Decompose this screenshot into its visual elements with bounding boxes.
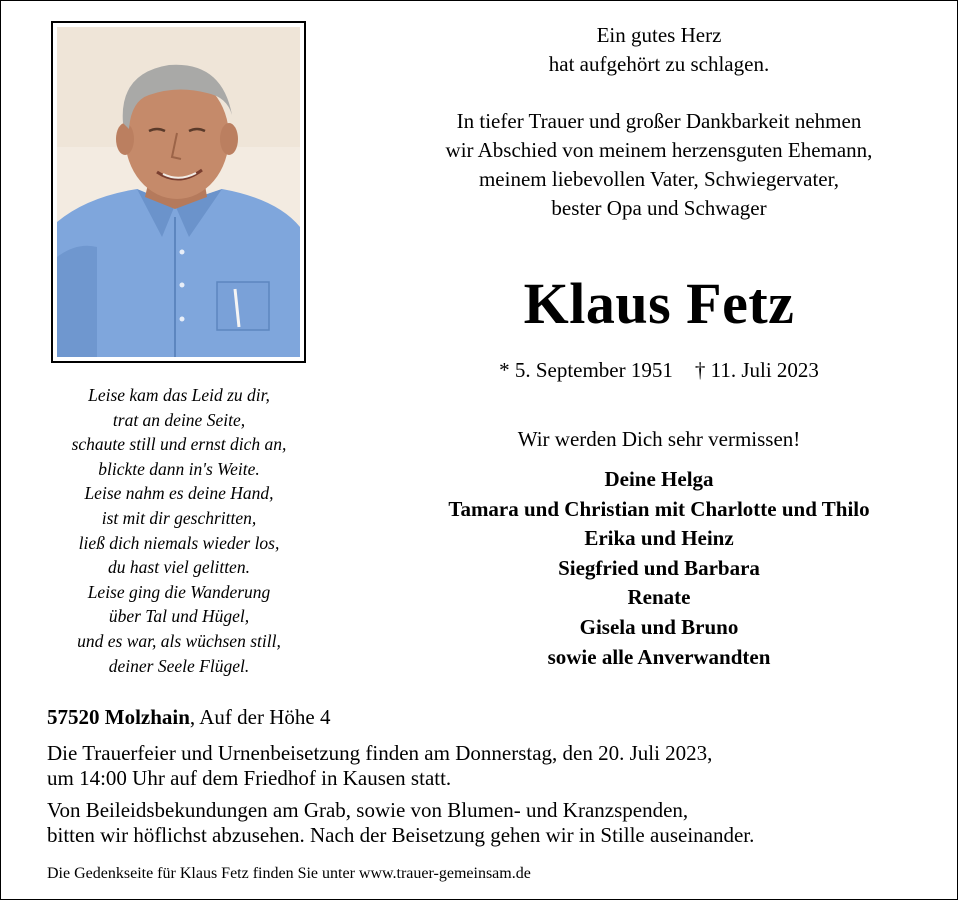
- address-street: , Auf der Höhe 4: [189, 705, 331, 729]
- address-postal-city: 57520 Molzhain: [47, 705, 190, 729]
- mourning-line: meinem liebevollen Vater, Schwiegervater,: [478, 167, 840, 191]
- poem-line: trat an deine Seite,: [112, 409, 246, 430]
- poem-line: ließ dich niemals wieder los,: [78, 532, 280, 553]
- ceremony-line: um 14:00 Uhr auf dem Friedhof in Kausen statt.: [47, 766, 452, 790]
- death-date: † 11. Juli 2023: [694, 358, 819, 382]
- ceremony-info: [47, 741, 937, 791]
- poem-line: blickte dann in's Weite.: [98, 458, 260, 479]
- family-member: Siegfried und Barbara: [558, 555, 760, 580]
- poem-line: über Tal und Hügel,: [108, 606, 250, 627]
- condolence-line: bitten wir höflichst abzusehen. Nach der Beisetzung gehen wir in Stille auseinander.: [47, 823, 755, 847]
- poem-line: und es war, als wüchsen still,: [77, 630, 281, 651]
- condolence-info: [47, 798, 937, 848]
- memorial-page-note: Die Gedenkseite für Klaus Fetz finden Sie unter www.trauer-gemeinsam.de: [47, 865, 531, 882]
- family-member: Gisela und Bruno: [579, 614, 739, 639]
- family-member: Erika und Heinz: [584, 526, 734, 551]
- poem-line: deiner Seele Flügel.: [108, 655, 250, 676]
- poem-line: Leise nahm es deine Hand,: [84, 483, 274, 504]
- mourning-line: In tiefer Trauer und großer Dankbarkeit nehmen: [456, 109, 862, 133]
- poem-line: du hast viel gelitten.: [108, 557, 250, 578]
- deceased-name: Klaus Fetz: [523, 271, 795, 336]
- poem: [21, 383, 337, 678]
- poem-line: Leise ging die Wanderung: [87, 581, 271, 602]
- portrait-photo-frame: [51, 21, 306, 363]
- ceremony-line: Die Trauerfeier und Urnenbeisetzung finden am Donnerstag, den 20. Juli 2023,: [47, 741, 713, 765]
- condolence-line: Von Beileidsbekundungen am Grab, sowie von Blumen- und Kranzspenden,: [47, 798, 689, 822]
- birth-date: * 5. September 1951: [499, 358, 673, 382]
- intro-text: [381, 21, 937, 79]
- mourning-text: [381, 107, 937, 223]
- family-list: [381, 465, 937, 672]
- address: [47, 705, 937, 730]
- poem-line: ist mit dir geschritten,: [101, 507, 257, 528]
- life-dates: [381, 355, 937, 385]
- mourning-line: bester Opa und Schwager: [551, 196, 767, 220]
- intro-line: Ein gutes Herz: [596, 23, 722, 47]
- poem-line: Leise kam das Leid zu dir,: [88, 385, 270, 405]
- miss-line: Wir werden Dich sehr vermissen!: [517, 427, 801, 451]
- poem-line: schaute still und ernst dich an,: [71, 434, 287, 455]
- family-member: Renate: [627, 585, 691, 610]
- intro-line: hat aufgehört zu schlagen.: [548, 52, 770, 76]
- family-member: Tamara und Christian mit Charlotte und Thilo: [448, 496, 870, 521]
- family-member: Deine Helga: [604, 467, 714, 491]
- mourning-line: wir Abschied von meinem herzensguten Ehemann,: [445, 138, 873, 162]
- family-member: sowie alle Anverwandten: [547, 644, 771, 669]
- portrait-photo: [57, 27, 300, 357]
